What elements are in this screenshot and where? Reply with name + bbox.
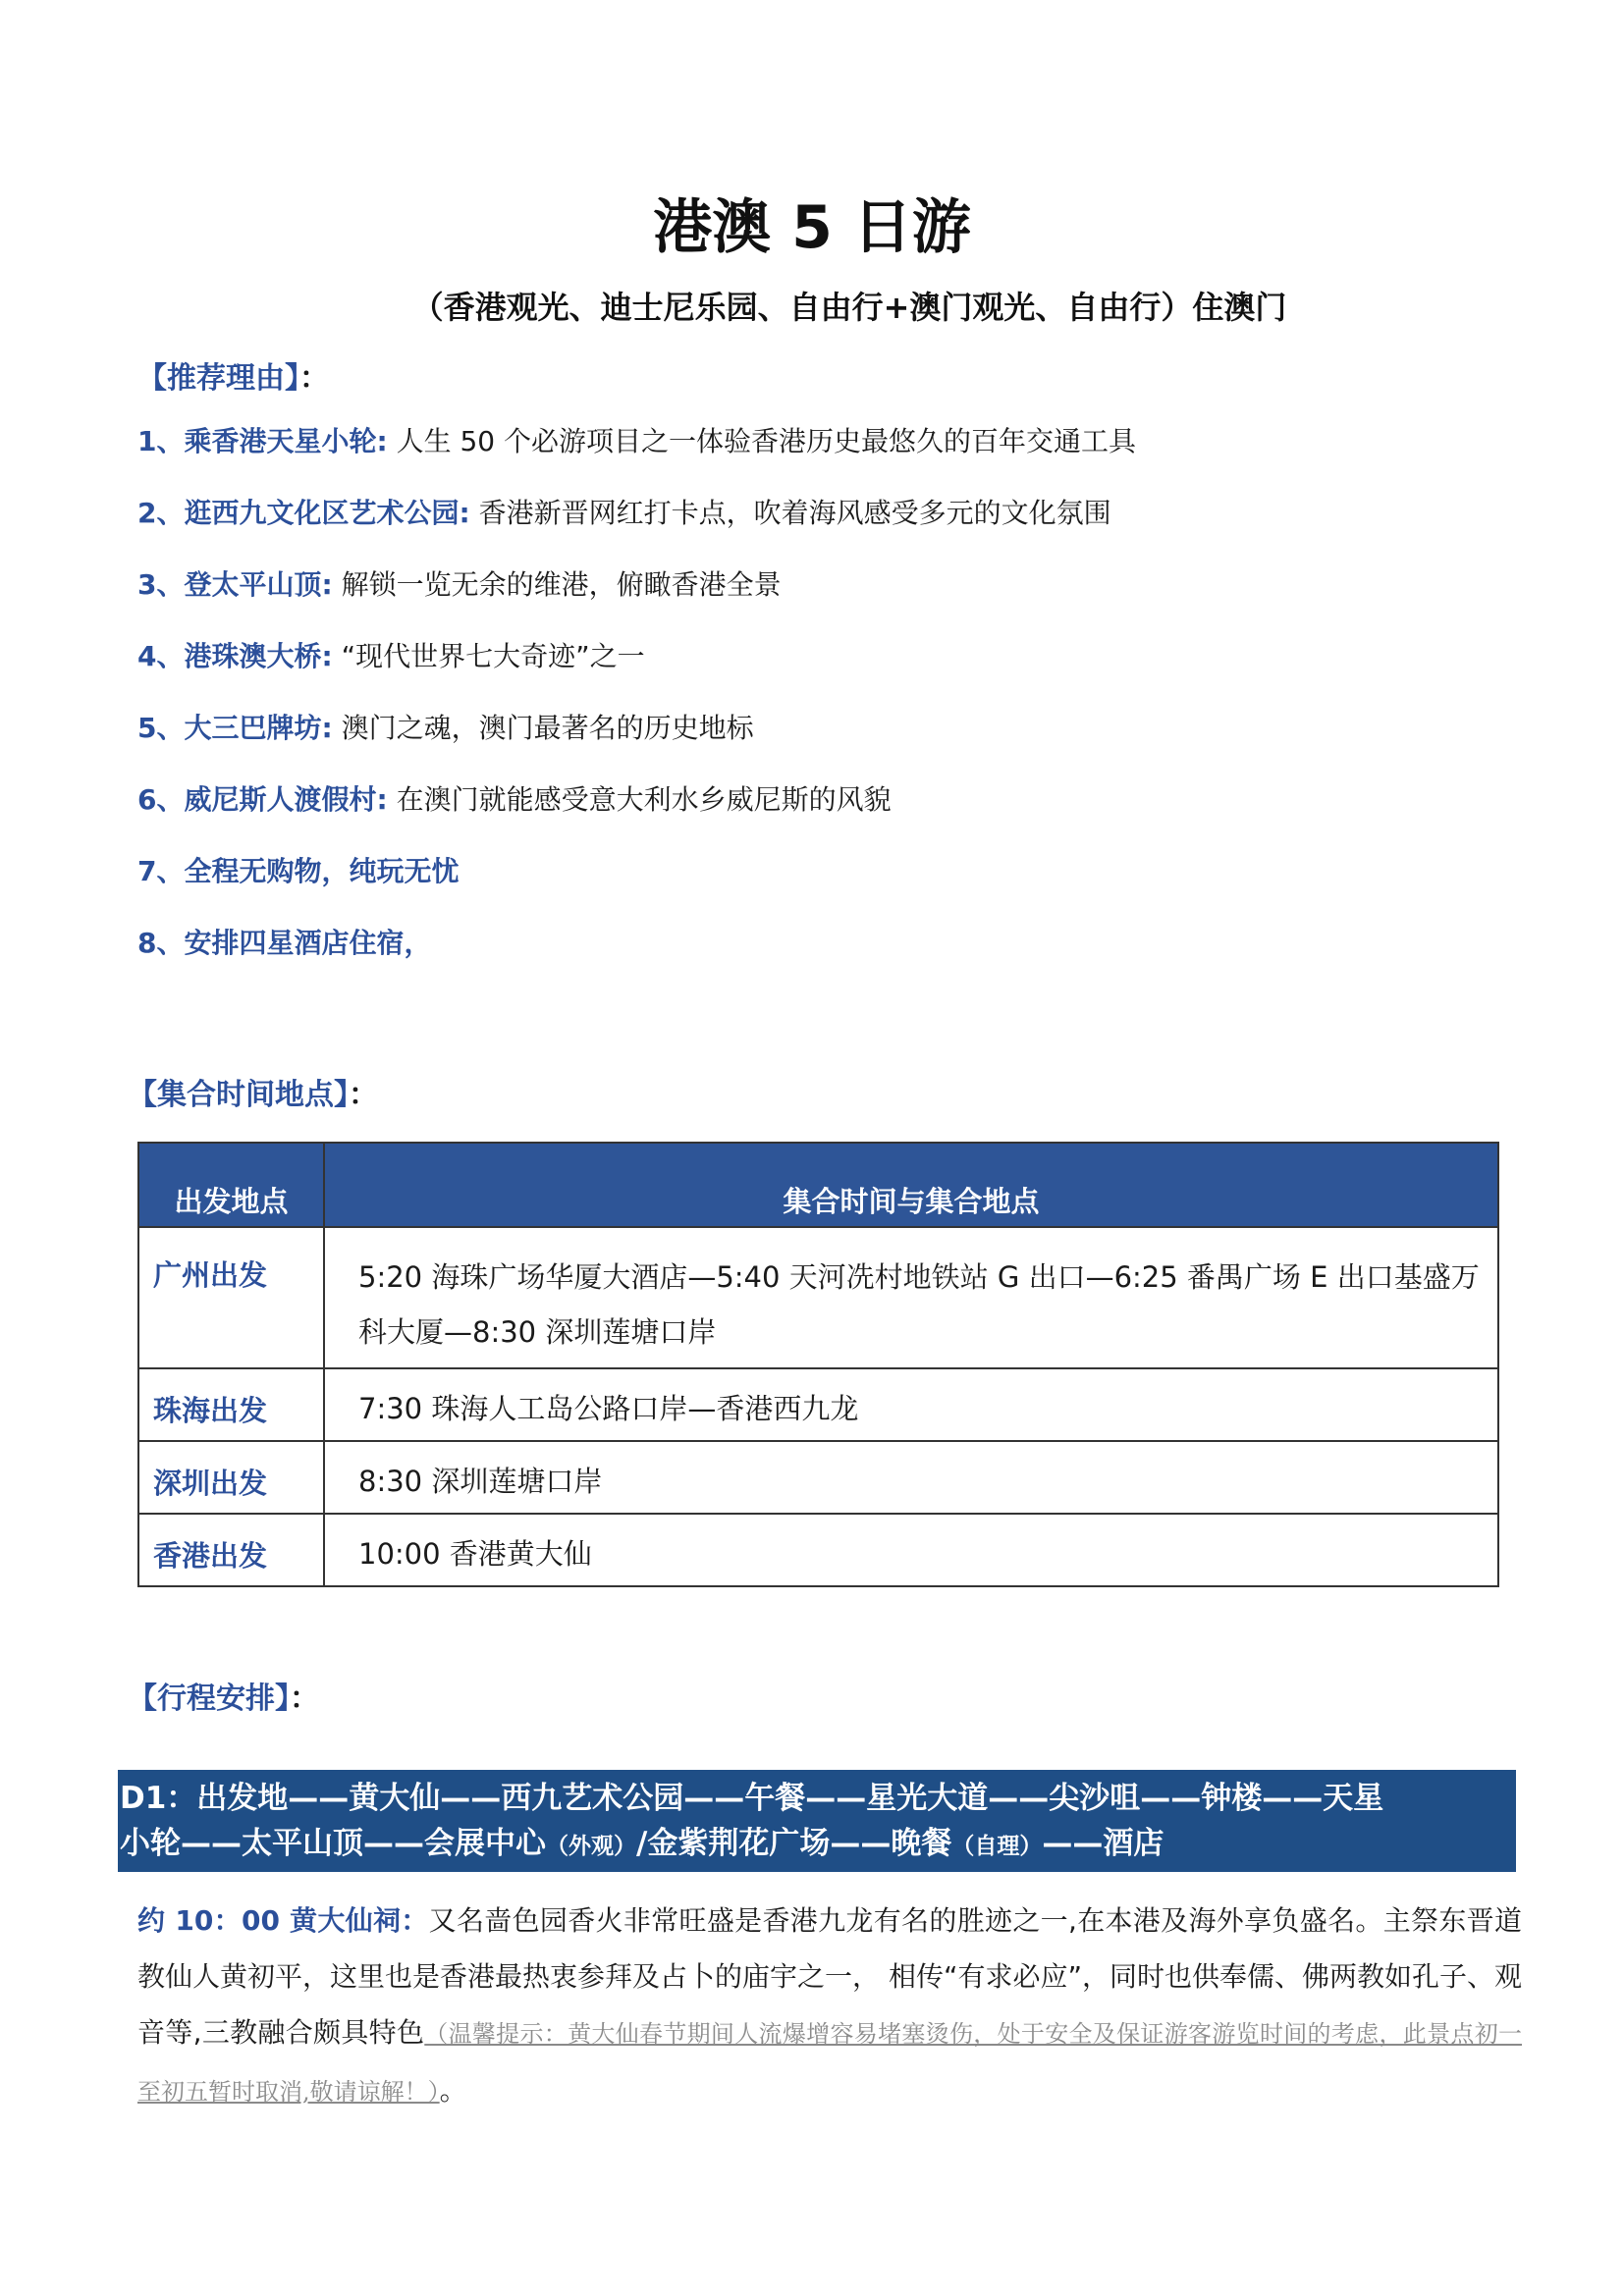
cell-place: 深圳出发	[138, 1441, 324, 1514]
reason-text: 解锁一览无余的维港，俯瞰香港全景	[332, 568, 782, 601]
reason-item	[137, 924, 1532, 995]
reason-label: 6、威尼斯人渡假村:	[137, 783, 388, 816]
reason-text: 澳门之魂，澳门最著名的历史地标	[332, 712, 754, 744]
day1-paragraph-label: 约 10：00 黄大仙祠：	[137, 1904, 429, 1937]
reason-item	[137, 422, 1532, 494]
cell-detail: 7:30 珠海人工岛公路口岸—香港西九龙	[324, 1368, 1498, 1441]
reason-item	[137, 565, 1532, 637]
reason-label: 1、乘香港天星小轮:	[137, 425, 388, 457]
reason-text: 香港新晋网红打卡点，吹着海风感受多元的文化氛围	[469, 497, 1111, 529]
reasons-heading-text: 【推荐理由】	[137, 361, 299, 396]
cell-detail: 10:00 香港黄大仙	[324, 1514, 1498, 1586]
day1-banner-seg: 小轮——太平山顶——会展中心	[120, 1826, 546, 1861]
header-detail: 集合时间与集合地点	[324, 1143, 1498, 1227]
day1-paragraph	[137, 1893, 1522, 2120]
meeting-heading-text: 【集合时间地点】	[128, 1078, 349, 1112]
reasons-list	[137, 422, 1532, 995]
reason-item	[137, 709, 1532, 780]
day1-paragraph-end: 。	[439, 2074, 467, 2107]
reason-label: 4、港珠澳大桥:	[137, 640, 333, 672]
meeting-table	[137, 1142, 1499, 1587]
day1-paragraph-text: 又名啬色园香火非常旺盛是香港九龙有名的胜迹之一,在本港及海外享负盛名。主祭东晋道教仙人黄初平，这里也是香港最热衷参拜及占卜的庙宇之一， 相传“有求必应”，同时也供奉儒、佛两教如孔子、观音等,三教融合颇具特色	[137, 1904, 1522, 2049]
day1-banner-seg: /金紫荆花广场——晚餐	[636, 1826, 952, 1861]
reasons-heading: 【推荐理由】：	[137, 361, 329, 396]
itinerary-heading-text: 【行程安排】	[128, 1682, 290, 1716]
cell-place: 香港出发	[138, 1514, 324, 1586]
reason-text: “现代世界七大奇迹”之一	[332, 640, 645, 672]
cell-place: 广州出发	[138, 1227, 324, 1368]
page-title: 港澳 5 日游	[653, 193, 971, 262]
cell-detail: 8:30 深圳莲塘口岸	[324, 1441, 1498, 1514]
header-place: 出发地点	[138, 1143, 324, 1227]
reason-item	[137, 494, 1532, 565]
cell-detail: 5:20 海珠广场华厦大酒店—5:40 天河冼村地铁站 G 出口—6:25 番禺广场 E 出口基盛万科大厦—8:30 深圳莲塘口岸	[324, 1227, 1498, 1368]
cell-place: 珠海出发	[138, 1368, 324, 1441]
day1-banner-line1: D1：出发地——黄大仙——西九艺术公园——午餐——星光大道——尖沙咀——钟楼——天星	[120, 1781, 1384, 1816]
day1-warm-tip: （温馨提示：黄大仙春节期间人流爆增容易堵塞烫伤，处于安全及保证游客游览时间的考虑，此景点初一至初五暂时取消,敬请谅解！）	[137, 2020, 1522, 2106]
reason-text: 人生 50 个必游项目之一体验香港历史最悠久的百年交通工具	[387, 425, 1137, 457]
day1-banner-note: （自理）	[951, 1834, 1043, 1859]
reason-label: 2、逛西九文化区艺术公园:	[137, 497, 470, 529]
table-header-row	[138, 1143, 1498, 1227]
day1-banner-line2	[120, 1821, 1514, 1869]
reason-text: 在澳门就能感受意大利水乡威尼斯的风貌	[387, 783, 892, 816]
table-row	[138, 1227, 1498, 1368]
reason-label: 8、安排四星酒店住宿，	[137, 927, 432, 959]
reason-label: 7、全程无购物，纯玩无忧	[137, 855, 460, 887]
reason-label: 5、大三巴牌坊:	[137, 712, 333, 744]
reason-item	[137, 637, 1532, 709]
day1-banner	[118, 1770, 1516, 1872]
meeting-heading: 【集合时间地点】：	[128, 1078, 378, 1112]
table-row	[138, 1368, 1498, 1441]
reason-item	[137, 852, 1532, 924]
day1-banner-seg: ——酒店	[1042, 1826, 1164, 1861]
reason-item	[137, 780, 1532, 852]
table-row	[138, 1514, 1498, 1586]
table-row	[138, 1441, 1498, 1514]
page-subtitle: （香港观光、迪士尼乐园、自由行+澳门观光、自由行）住澳门	[411, 289, 1287, 326]
reason-label: 3、登太平山顶:	[137, 568, 333, 601]
itinerary-heading: 【行程安排】：	[128, 1682, 319, 1716]
day1-banner-note: （外观）	[546, 1834, 636, 1859]
